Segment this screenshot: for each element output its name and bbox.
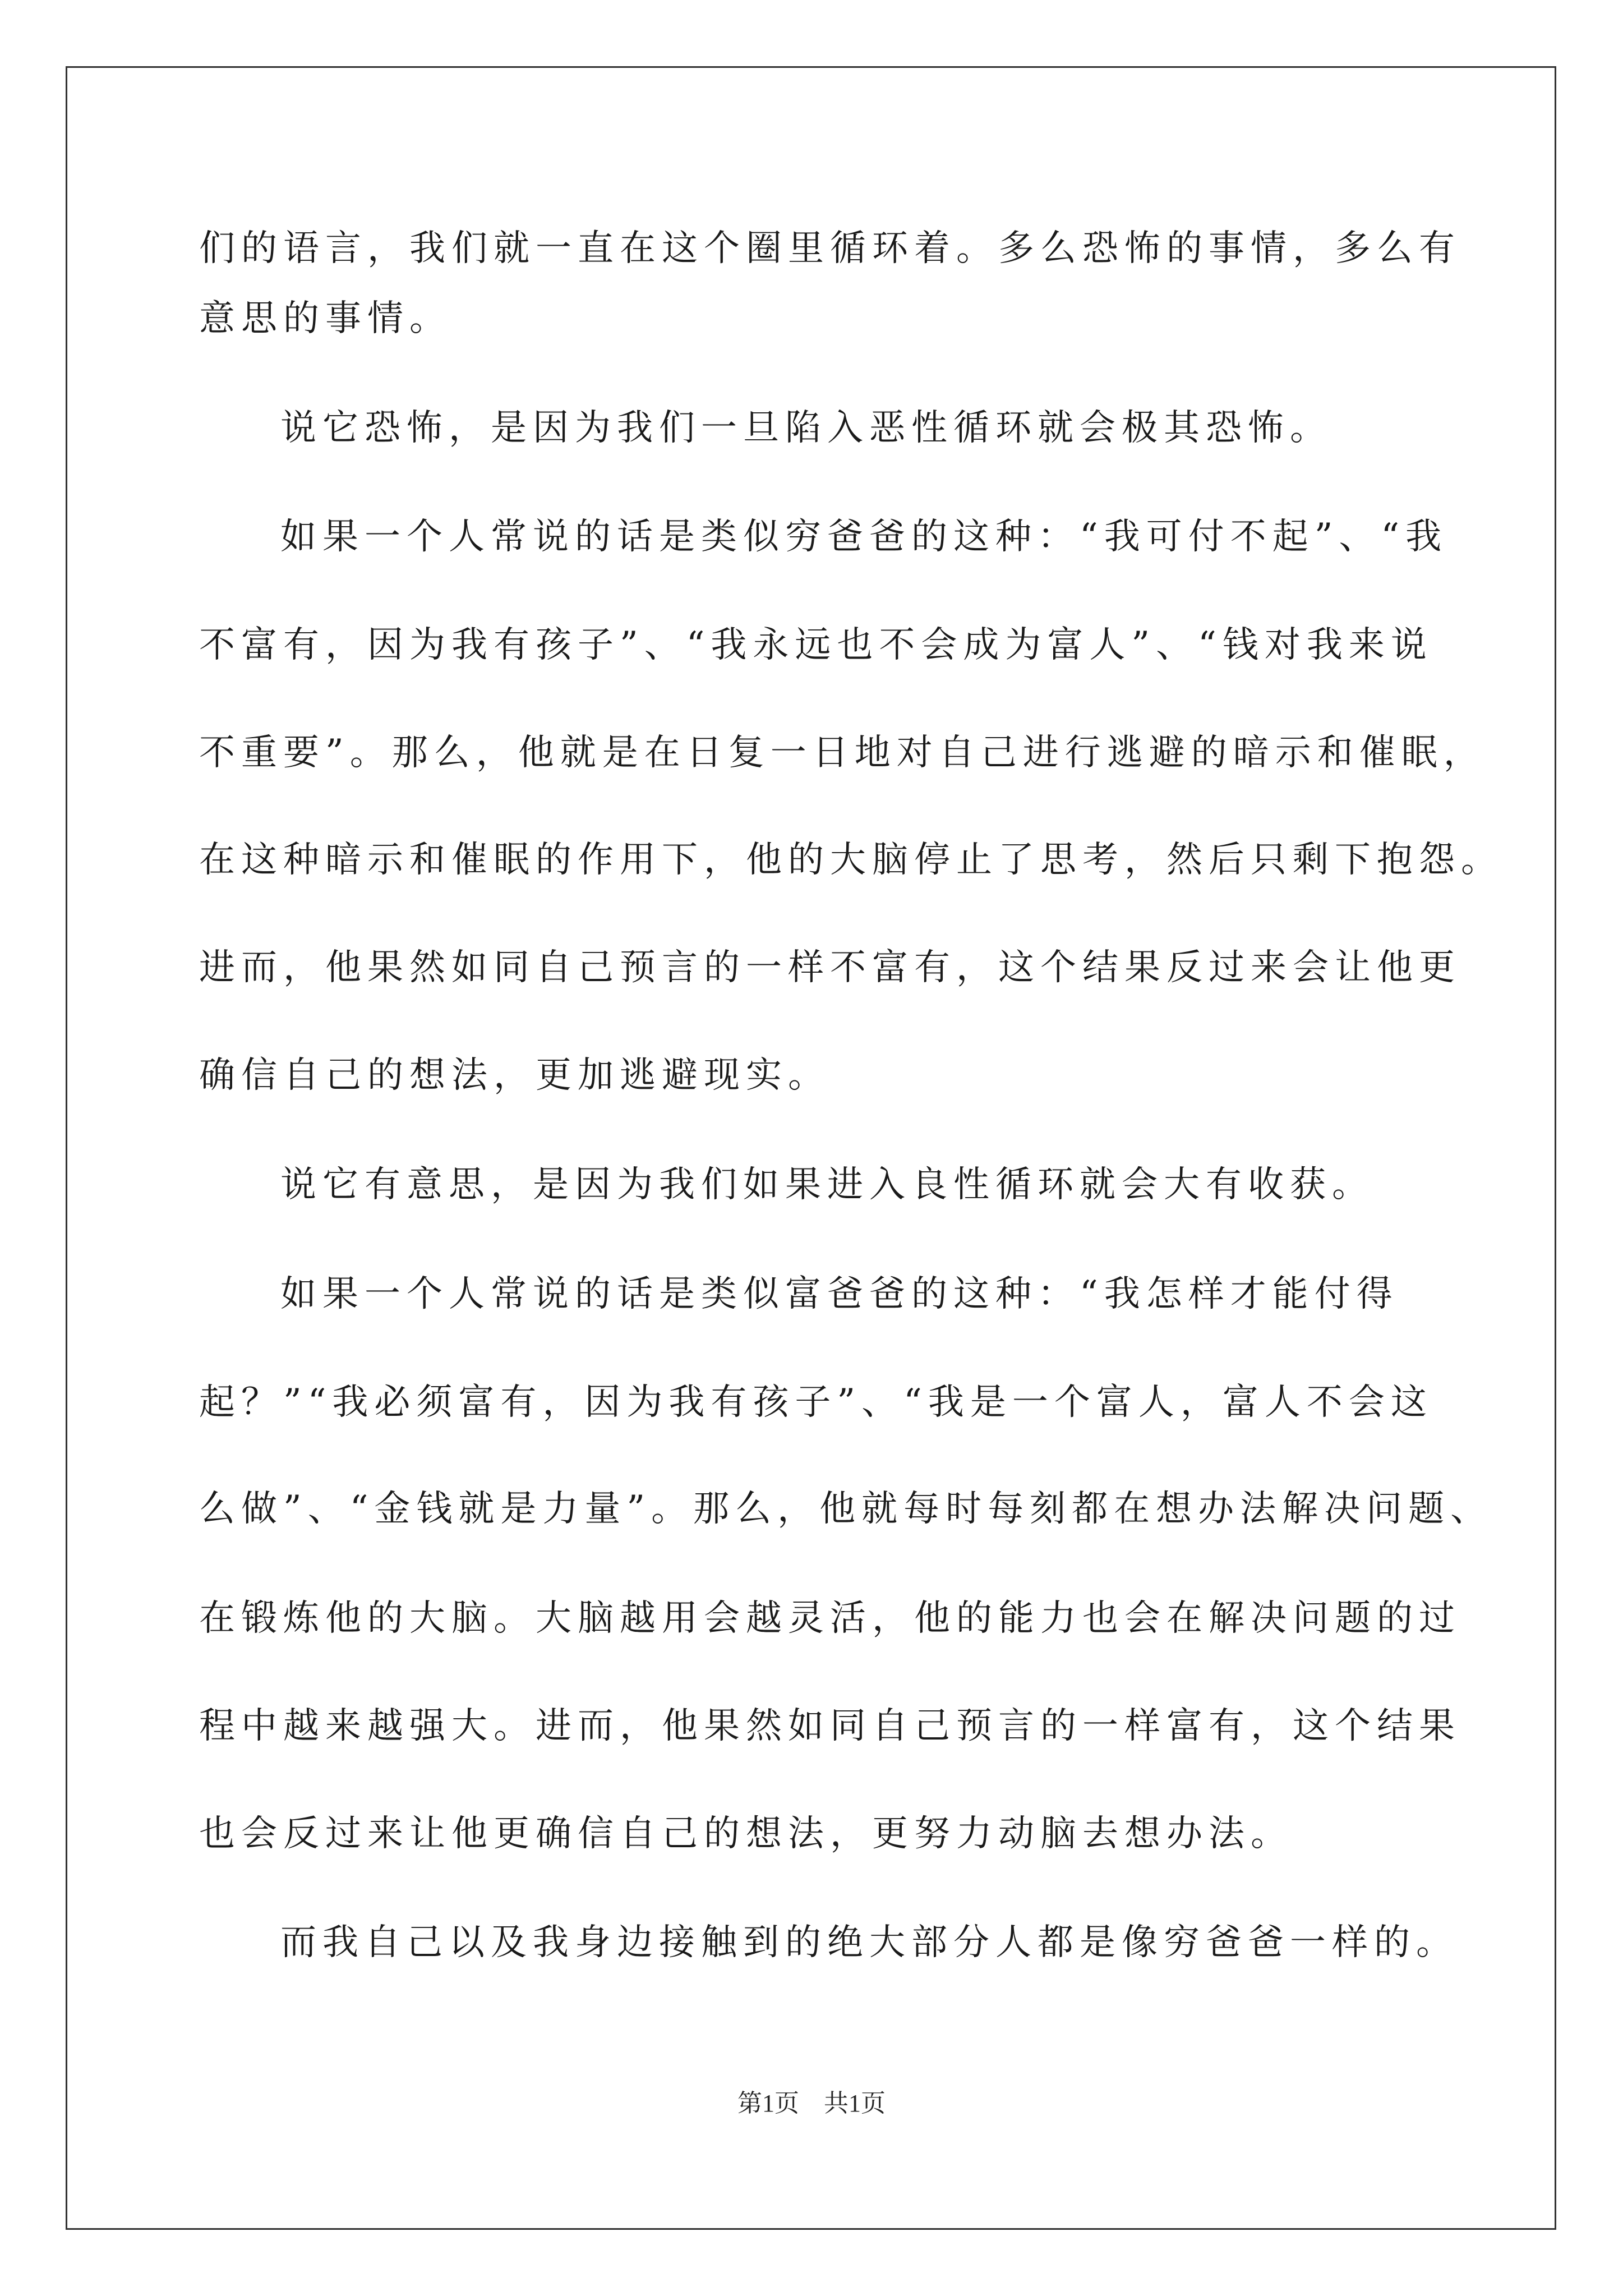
paragraph-line: 如果一个人常说的话是类似穷爸爸的这种：“我可付不起”、“我: [280, 516, 1448, 558]
text-line: 不富有，因为我有孩子”、“我永远也不会成为富人”、“钱对我来说: [199, 624, 1433, 666]
text-line: 程中越来越强大。进而，他果然如同自己预言的一样富有，这个结果: [199, 1705, 1461, 1747]
text-line: 进而，他果然如同自己预言的一样不富有，这个结果反过来会让他更: [199, 947, 1461, 988]
text-line: 也会反过来让他更确信自己的想法，更努力动脑去想办法。: [199, 1813, 1293, 1855]
paragraph-line: 说它有意思，是因为我们如果进入良性循环就会大有收获。: [280, 1164, 1374, 1205]
text-line: 意思的事情。: [199, 298, 451, 339]
text-line: 在锻炼他的大脑。大脑越用会越灵活，他的能力也会在解决问题的过: [199, 1598, 1461, 1639]
paragraph-line: 如果一个人常说的话是类似富爸爸的这种：“我怎样才能付得: [280, 1273, 1399, 1315]
text-line: 确信自己的想法，更加逃避现实。: [199, 1055, 830, 1096]
paragraph-line: 而我自己以及我身边接触到的绝大部分人都是像穷爸爸一样的。: [280, 1922, 1458, 1963]
text-line: 起？”“我必须富有，因为我有孩子”、“我是一个富人，富人不会这: [199, 1382, 1433, 1423]
page-number-footer: 第1页 共1页: [737, 2090, 886, 2117]
text-line: 么做”、“金钱就是力量”。那么，他就每时每刻都在想办法解决问题、: [199, 1488, 1493, 1530]
text-line: 在这种暗示和催眠的作用下，他的大脑停止了思考，然后只剩下抱怨。: [199, 839, 1503, 881]
text-line: 不重要”。那么，他就是在日复一日地对自己进行逃避的暗示和催眠，: [199, 732, 1486, 774]
paragraph-line: 说它恐怖，是因为我们一旦陷入恶性循环就会极其恐怖。: [280, 407, 1332, 449]
text-line: 们的语言，我们就一直在这个圈里循环着。多么恐怖的事情，多么有: [199, 228, 1461, 269]
page-border: [66, 66, 1556, 2230]
